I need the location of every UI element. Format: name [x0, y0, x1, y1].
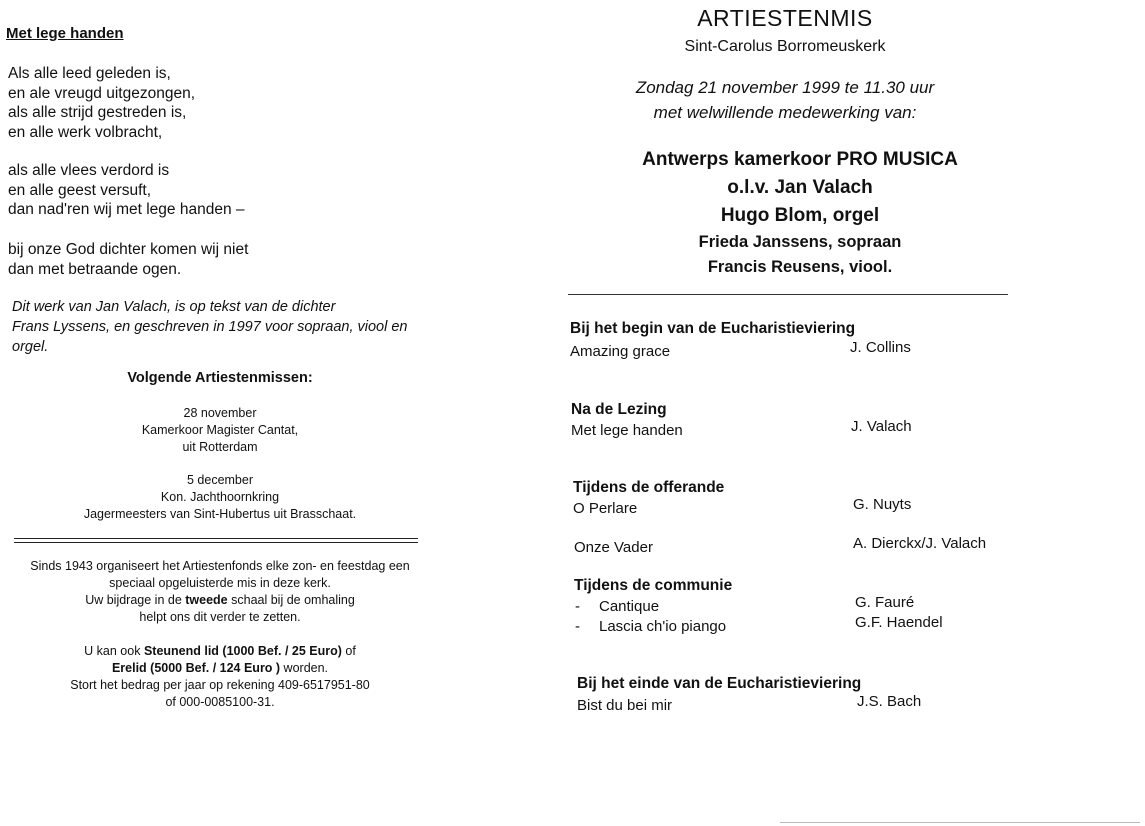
- double-divider: [14, 538, 418, 543]
- section-heading: Bij het begin van de Eucharistieviering: [570, 320, 856, 337]
- fund-line: Sinds 1943 organiseert het Artiestenfonds elke zon- en feestdag een: [30, 559, 410, 573]
- note-line: Frans Lyssens, en geschreven in 1997 voor sopraan, viool en: [12, 319, 408, 335]
- next-mass-2: [10, 472, 430, 523]
- piece-composer: J. Valach: [851, 418, 912, 435]
- section-heading: Tijdens de communie: [574, 577, 733, 594]
- piece-composer: G. Fauré: [855, 594, 915, 611]
- next-mass-line: Jagermeesters van Sint-Hubertus uit Brasschaat.: [83, 507, 357, 521]
- fund-line: speciaal opgeluisterde mis in deze kerk.: [109, 576, 331, 590]
- piece-composer: J. Collins: [850, 339, 911, 356]
- poem-line: als alle strijd gestreden is,: [8, 104, 187, 121]
- fund-line: of 000-0085100-31.: [165, 695, 275, 709]
- poem-title: Met lege handen: [6, 25, 124, 42]
- next-mass-line: 5 december: [186, 473, 253, 487]
- poem-line: bij onze God dichter komen wij niet: [8, 241, 249, 258]
- poem-stanza-1: [8, 64, 195, 142]
- fund-line: Stort het bedrag per jaar op rekening 409-6517951-80: [70, 678, 370, 692]
- next-mass-line: Kon. Jachthoornkring: [160, 490, 280, 504]
- piece-title: Lascia ch'io piango: [599, 618, 727, 635]
- piece-composer: J.S. Bach: [857, 693, 922, 710]
- fund-line: U kan ook Steunend lid (1000 Bef. / 25 Euro) of: [84, 644, 356, 658]
- poem-line: als alle vlees verdord is: [8, 162, 170, 179]
- piece-composer: G.F. Haendel: [855, 614, 943, 631]
- poem-line: en ale vreugd uitgezongen,: [8, 84, 196, 102]
- performer-conductor: o.l.v. Jan Valach: [727, 177, 873, 198]
- divider: [568, 294, 1008, 295]
- poem-stanza-3: [8, 240, 248, 279]
- piece-dash: -: [575, 618, 580, 635]
- piece-composer: G. Nuyts: [853, 496, 912, 513]
- note-line: Dit werk van Jan Valach, is op tekst van de dichter: [12, 299, 336, 315]
- note-line: orgel.: [12, 339, 49, 355]
- performer-choir: Antwerps kamerkoor PRO MUSICA: [642, 149, 958, 170]
- tweede-emphasis: tweede: [185, 593, 228, 607]
- date-line: Zondag 21 november 1999 te 11.30 uur: [635, 78, 935, 97]
- poem-line: Als alle leed geleden is,: [8, 65, 171, 82]
- next-masses-title: Volgende Artiestenmissen:: [127, 370, 313, 386]
- fund-line: helpt ons dit verder te zetten.: [139, 610, 301, 624]
- cooperation-line: met welwillende medewerking van:: [653, 103, 917, 122]
- next-mass-1: [10, 405, 430, 456]
- poem-line: en alle werk volbracht,: [8, 123, 163, 141]
- performer-soprano: Frieda Janssens, sopraan: [698, 233, 902, 251]
- fund-line: Uw bijdrage in de tweede schaal bij de omhaling: [85, 593, 355, 607]
- piece-title: Amazing grace: [570, 343, 671, 360]
- fund-info: [10, 558, 430, 711]
- performer-violin: Francis Reusens, viool.: [707, 258, 893, 276]
- next-mass-line: uit Rotterdam: [182, 440, 258, 454]
- section-heading: Tijdens de offerande: [573, 479, 725, 496]
- piece-title: Met lege handen: [571, 422, 683, 439]
- piece-title: Cantique: [599, 598, 660, 615]
- poem-stanza-2: [8, 161, 245, 220]
- poem-line: en alle geest versuft,: [8, 181, 152, 199]
- piece-composer: A. Dierckx/J. Valach: [853, 535, 987, 552]
- performer-organ: Hugo Blom, orgel: [720, 205, 880, 226]
- piece-dash: -: [575, 598, 580, 615]
- fund-line: Erelid (5000 Bef. / 124 Euro ) worden.: [111, 661, 329, 675]
- next-mass-line: Kamerkoor Magister Cantat,: [141, 423, 299, 437]
- church-name: Sint-Carolus Borromeuskerk: [684, 38, 886, 55]
- work-note: [12, 297, 408, 357]
- next-mass-line: 28 november: [183, 406, 257, 420]
- poem-line: dan met betraande ogen.: [8, 260, 182, 278]
- section-heading: Na de Lezing: [571, 401, 667, 418]
- scan-edge-line: [780, 822, 1140, 823]
- page-title: ARTIESTENMIS: [697, 5, 873, 31]
- piece-title: O Perlare: [573, 500, 638, 517]
- erelid: Erelid (5000 Bef. / 124 Euro ): [111, 661, 281, 675]
- piece-title: Bist du bei mir: [577, 697, 673, 714]
- steunend-lid: Steunend lid (1000 Bef. / 25 Euro): [143, 644, 342, 658]
- poem-line: dan nad'ren wij met lege handen –: [8, 201, 245, 218]
- piece-title: Onze Vader: [574, 539, 653, 556]
- section-heading: Bij het einde van de Eucharistieviering: [577, 675, 862, 692]
